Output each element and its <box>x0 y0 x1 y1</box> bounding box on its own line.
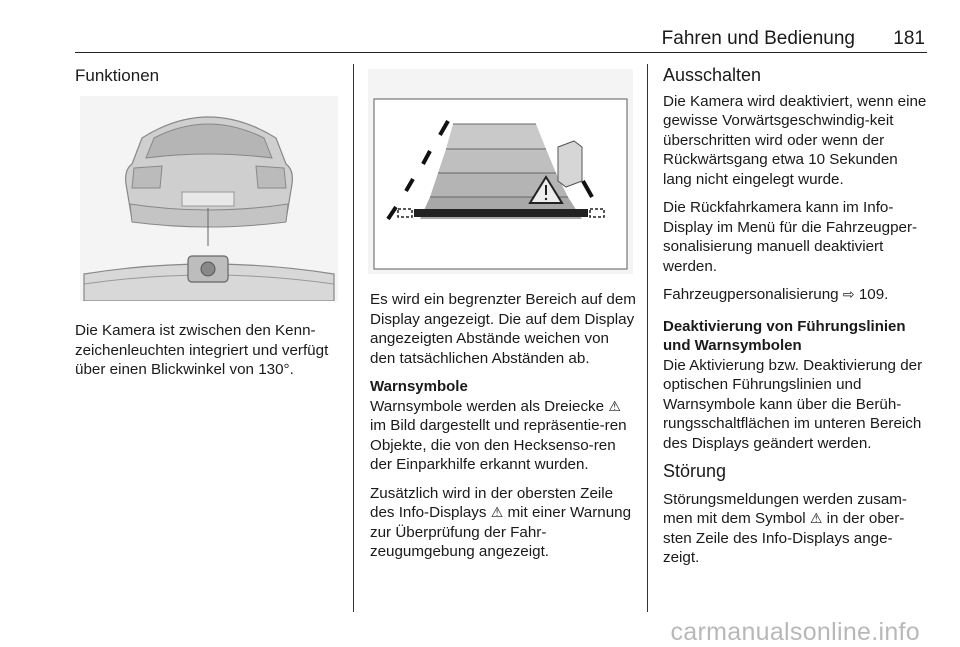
section-heading-funktionen: Funktionen <box>75 66 160 85</box>
column-3 <box>663 66 927 577</box>
column-divider-1 <box>353 64 354 612</box>
camera-position-paragraph: Die Kamera ist zwischen den Kenn-zeichenleuchten integriert und verfügt über einen Blickwinkel von 130°. <box>75 322 329 378</box>
page-reference-link[interactable]: 109. <box>858 286 889 303</box>
malfunction-paragraph: Störungsmeldungen werden zusam-men mit dem Symbol ⚠ in der ober-sten Zeile des Info-Displays ange-zeigt. <box>663 490 907 566</box>
watermark: carmanualsonline.info <box>670 618 920 646</box>
guidance-lines-drawing <box>368 69 633 274</box>
section-heading-ausschalten: Ausschalten <box>663 65 762 85</box>
car-rear-drawing <box>80 96 338 301</box>
manual-deactivation-paragraph: Die Rückfahrkamera kann im Info-Display im Menü für die Fahrzeugper-sonalisierung manuell deaktiviert werden. <box>663 199 918 275</box>
deactivation-paragraph: Die Kamera wird deaktiviert, wenn eine gewisse Vorwärtsgeschwindig-keit überschritten wird oder wenn der Rückwärtsgang etwa 10 Sekunden lang nicht eingelegt wurde. <box>663 92 927 188</box>
page-number: 181 <box>893 28 925 49</box>
guidance-lines-paragraph: Die Aktivierung bzw. Deaktivierung der optischen Führungslinien und Warnsymbole kann über die Berüh-rungsschaltflächen im unteren Bereich des Displays geändert werden. <box>663 356 923 452</box>
display-range-paragraph: Es wird ein begrenzter Bereich auf dem Display angezeigt. Die auf dem Display angezeigten Abstände weichen von den tatsächlichen Abständen ab. <box>370 291 636 367</box>
section-heading-stoerung: Störung <box>663 461 727 481</box>
camera-location-illustration <box>80 96 338 301</box>
warn-symbols-paragraph: Warnsymbole werden als Dreiecke ⚠ im Bild dargestellt und repräsentie-ren Objekte, die von den Hecksenso-ren der Einparkhilfe erkannt wurden. <box>370 397 627 473</box>
warning-triangle-icon: ⚠ <box>809 510 823 526</box>
arrow-reference-icon: ⇨ <box>842 286 855 302</box>
column-2-text <box>370 290 636 571</box>
display-illustration <box>368 69 633 274</box>
column-1 <box>75 66 337 100</box>
guidance-lines-heading: Deaktivierung von Führungslinien und Warnsymbolen <box>663 317 906 354</box>
column-divider-2 <box>647 64 648 612</box>
info-display-warning-paragraph: Zusätzlich wird in der obersten Zeile des Info-Displays ⚠ mit einer Warnung zur Überprüfung der Fahr-zeugumgebung angezeigt. <box>370 484 632 560</box>
page-title: Fahren und Bedienung <box>661 28 855 49</box>
personalisation-reference: Fahrzeugpersonalisierung ⇨ 109. <box>663 286 889 303</box>
warn-symbols-heading: Warnsymbole <box>370 378 468 395</box>
page-header <box>75 26 927 53</box>
warning-triangle-icon: ⚠ <box>490 504 504 520</box>
column-1-text <box>75 321 343 389</box>
warning-triangle-icon: ⚠ <box>608 397 621 414</box>
